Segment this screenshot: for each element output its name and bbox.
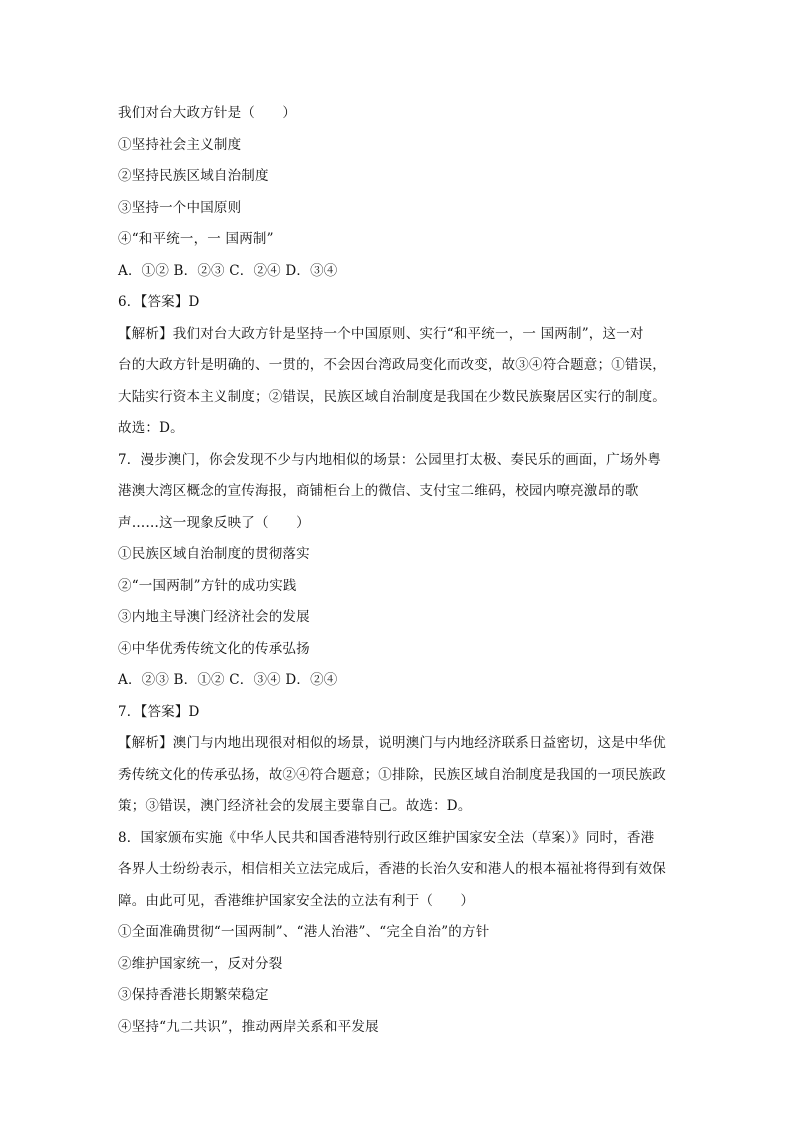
option-statement: ①坚持社会主义制度 [118,136,242,153]
question-stem: 7．漫步澳门，你会发现不少与内地相似的场景：公园里打太极、奏民乐的画面，广场外粤 [118,451,662,468]
question-stem: 我们对台大政方针是（ ） [118,105,297,121]
question-stem: 声……这一现象反映了（ ） [118,514,310,531]
option-statement: ③坚持一个中国原则 [118,199,242,216]
analysis-text: 秀传统文化的传承弘扬，故②④符合题意；①排除，民族区域自治制度是我国的一项民族政 [118,766,666,783]
option-statement: ②维护国家统一，反对分裂 [118,955,283,972]
answer-heading: 6．【答案】D [118,294,200,310]
question-stem: 港澳大湾区概念的宣传海报，商铺柜台上的微信、支付宝二维码，校园内嘹亮激昂的歌 [118,483,639,499]
analysis-text: 策；③错误，澳门经济社会的发展主要靠自己。故选：D。 [118,798,472,814]
question-stem: 各界人士纷纷表示，相信相关立法完成后，香港的长治久安和港人的根本福祉将得到有效保 [118,861,666,877]
option-statement: ①民族区域自治制度的贯彻落实 [118,546,310,562]
question-stem: 8．国家颁布实施《中华人民共和国香港特别行政区维护国家安全法（草案）》同时，香港 [118,829,655,846]
option-statement: ②“一国两制”方针的成功实践 [118,577,297,594]
option-statement: ④坚持“九二共识”，推动两岸关系和平发展 [118,1018,379,1035]
option-statement: ③保持香港长期繁荣稳定 [118,987,269,1003]
answer-choices: A．②③ B．①② C．③④ D．②④ [118,672,338,688]
analysis-text: 大陆实行资本主义制度；②错误，民族区域自治制度是我国在少数民族聚居区实行的制度。 [118,388,666,405]
analysis-text: 【解析】澳门与内地出现很对相似的场景，说明澳门与内地经济联系日益密切，这是中华优 [118,735,666,751]
document-page [118,98,678,1043]
answer-heading: 7．【答案】D [118,703,200,720]
question-stem: 障。由此可见，香港维护国家安全法的立法有利于（ ） [118,892,475,909]
option-statement: ④“和平统一，一 国两制” [118,231,274,247]
option-statement: ①全面准确贯彻“一国两制”、“港人治港”、“完全自治”的方针 [118,924,490,940]
option-statement: ②坚持民族区域自治制度 [118,168,269,184]
analysis-text: 故选：D。 [118,420,184,436]
option-statement: ④中华优秀传统文化的传承弘扬 [118,640,310,657]
analysis-text: 【解析】我们对台大政方针是坚持一个中国原则、实行“和平统一，一 国两制”，这一对 [118,325,644,342]
analysis-text: 台的大政方针是明确的、一贯的，不会因台湾政局变化而改变，故③④符合题意；①错误， [118,357,666,373]
option-statement: ③内地主导澳门经济社会的发展 [118,609,310,625]
answer-choices: A．①② B．②③ C．②④ D．③④ [118,262,338,279]
